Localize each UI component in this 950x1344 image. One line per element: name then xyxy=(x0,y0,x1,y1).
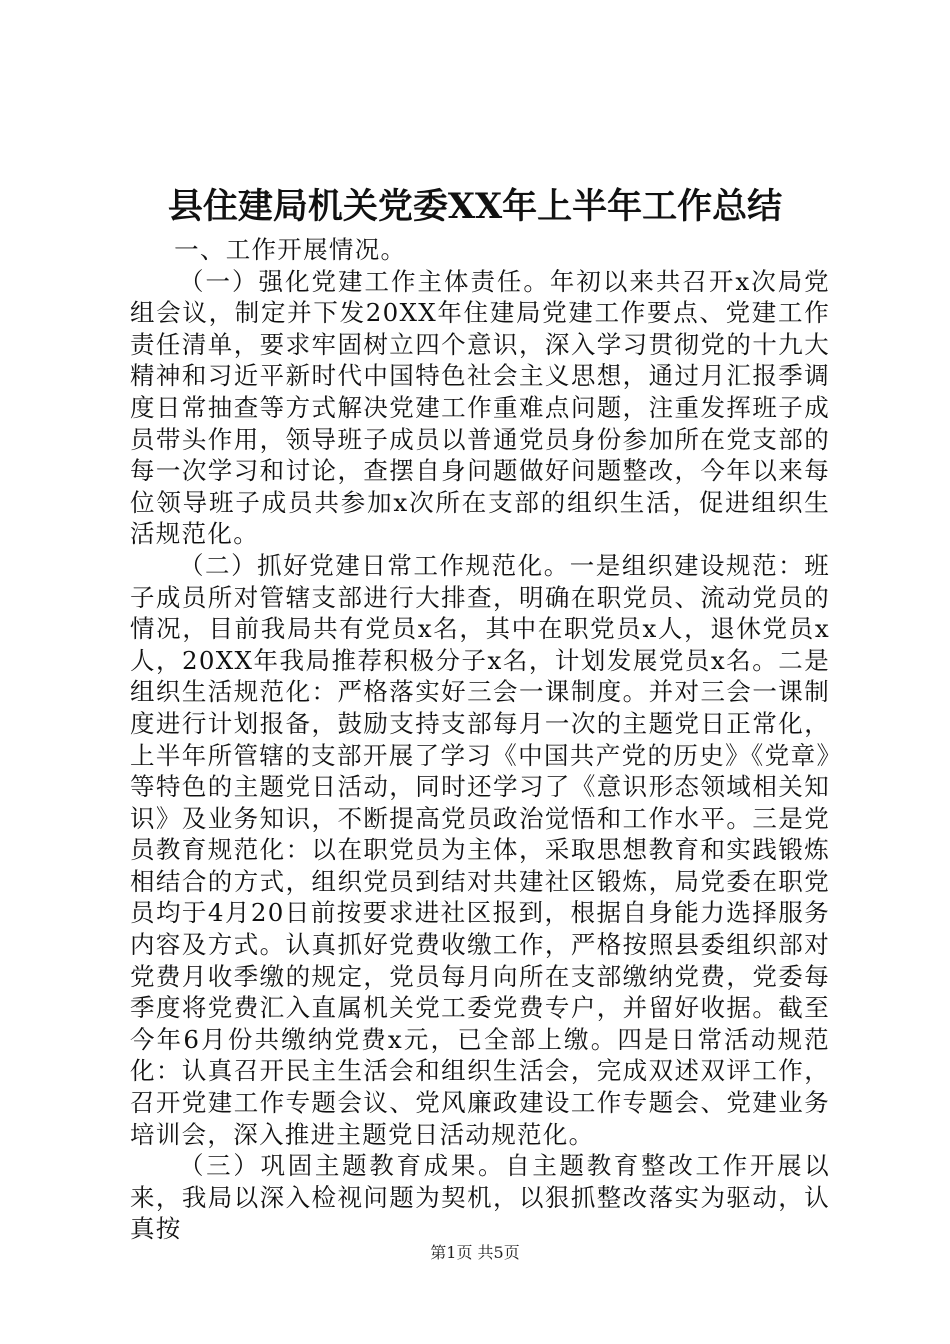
paragraph-1: （一）强化党建工作主体责任。年初以来共召开x次局党组会议，制定并下发20XX年住建局党建工作要点、党建工作责任清单，要求牢固树立四个意识，深入学习贯彻党的十九大精神和习近平新时代中国特色社会主义思想，通过月汇报季调度日常抽查等方式解决党建工作重难点问题，注重发挥班子成员带头作用，领导班子成员以普通党员身份参加所在党支部的每一次学习和讨论，查摆自身问题做好问题整改，今年以来每位领导班子成员共参加x次所在支部的组织生活，促进组织生活规范化。 xyxy=(130,266,830,549)
section-heading: 一、工作开展情况。 xyxy=(174,235,407,264)
paragraph-2: （二）抓好党建日常工作规范化。一是组织建设规范：班子成员所对管辖支部进行大排查，明确在职党员、流动党员的情况，目前我局共有党员x名，其中在职党员x人，退休党员x人，20XX年我局推荐积极分子x名，计划发展党员x名。二是组织生活规范化：严格落实好三会一课制度。并对三会一课制度进行计划报备，鼓励支持支部每月一次的主题党日正常化，上半年所管辖的支部开展了学习《中国共产党的历史》《党章》等特色的主题党日活动，同时还学习了《意识形态领域相关知识》及业务知识，不断提高党员政治觉悟和工作水平。三是党员教育规范化：以在职党员为主体，采取思想教育和实践锻炼相结合的方式，组织党员到结对共建社区锻炼，局党委在职党员均于4月20日前按要求进社区报到，根据自身能力选择服务内容及方式。认真抓好党费收缴工作，严格按照县委组织部对党费月收季缴的规定，党员每月向所在支部缴纳党费，党委每季度将党费汇入直属机关党工委党费专户，并留好收据。截至今年6月份共缴纳党费x元，已全部上缴。四是日常活动规范化：认真召开民主生活会和组织生活会，完成双述双评工作，召开党建工作专题会议、党风廉政建设工作专题会、党建业务培训会，深入推进主题党日活动规范化。 xyxy=(130,550,830,1149)
paragraph-3: （三）巩固主题教育成果。自主题教育整改工作开展以来，我局以深入检视问题为契机，以狠抓整改落实为驱动，认真按 xyxy=(130,1151,830,1244)
document-body xyxy=(130,234,830,1245)
page-number-footer: 第1页 共5页 xyxy=(430,1243,520,1262)
document-title: 县住建局机关党委XX年上半年工作总结 xyxy=(167,186,783,227)
